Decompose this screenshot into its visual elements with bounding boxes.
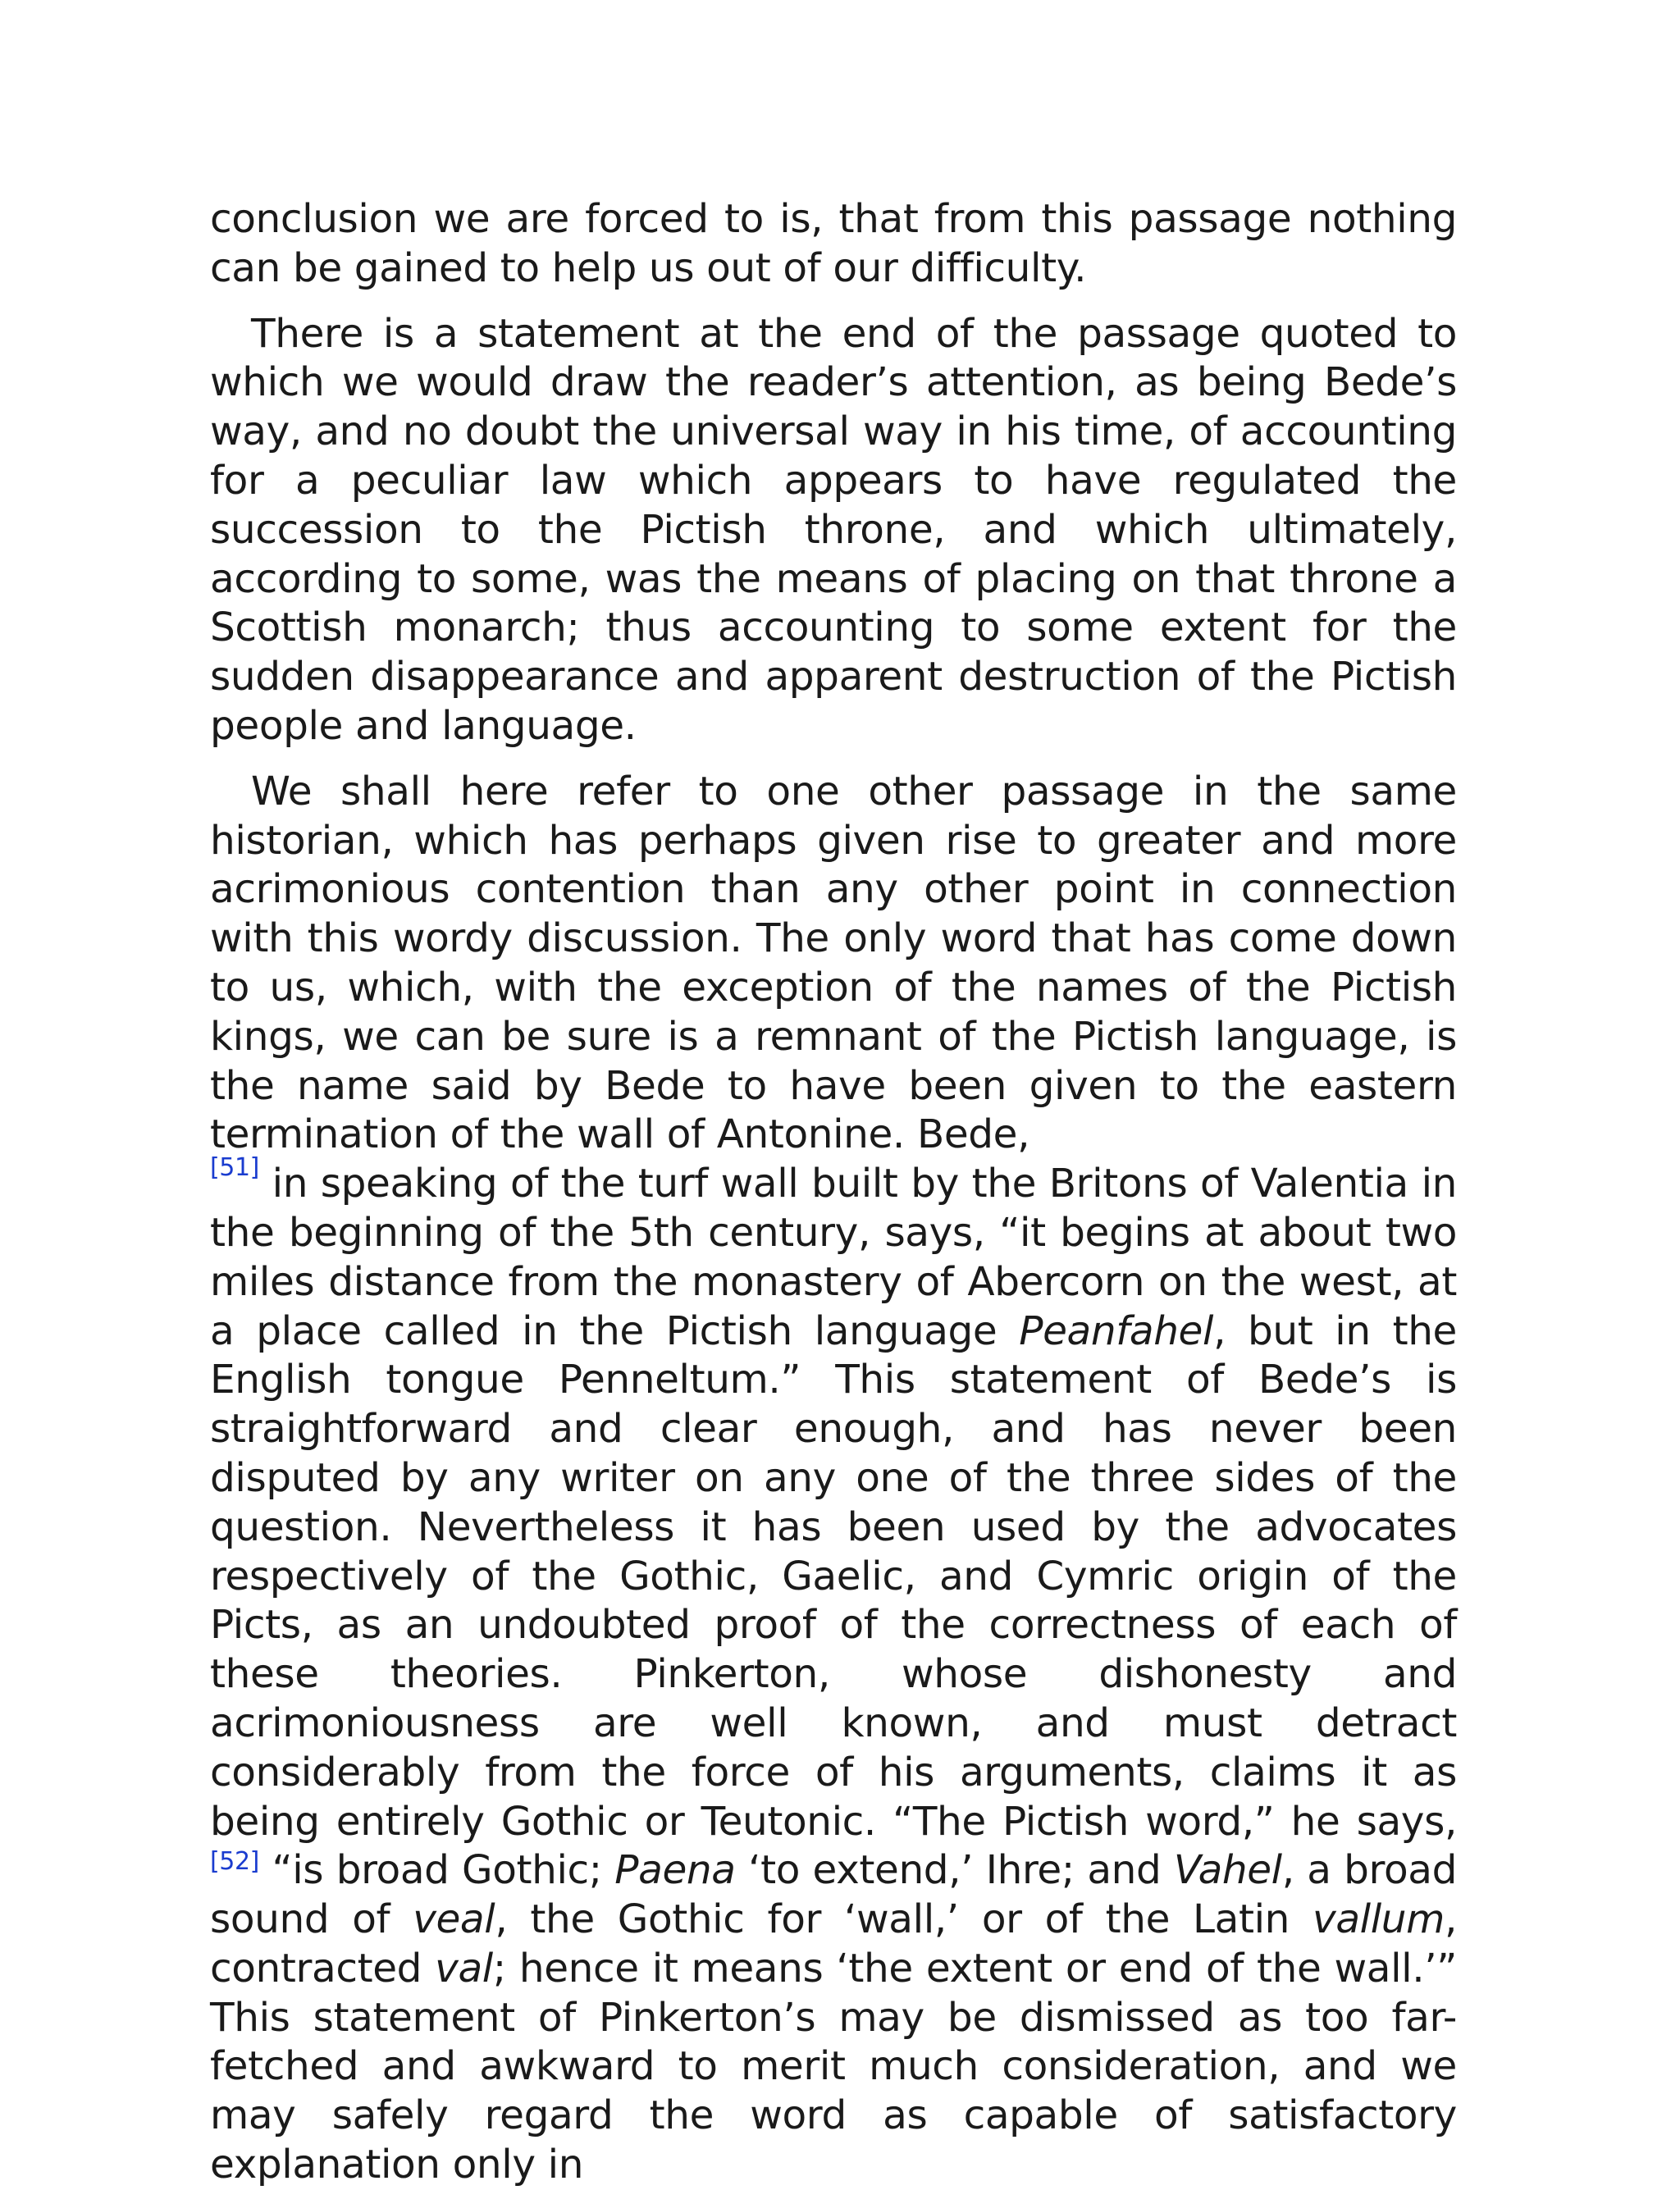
italic-veal: veal <box>413 1896 495 1943</box>
italic-vahel: Vahel <box>1173 1847 1282 1894</box>
italic-vallum: vallum <box>1312 1896 1445 1943</box>
paragraph-3-text-3: , but in the English tongue Penneltum.” This statement of Bede’s is straightforward and clear enough, and has never been disputed by any writer on any one of the three sides of the question. Nevertheless it has been used by the advocates respectively of the Gothic, Gaelic, and Cymric origin of the Picts, as an undoubted proof of the correctness of each of these theories. Pinkerton, whose dishonesty and acrimoniousness are well known, and must detract considerably from the force of his arguments, claims it as being entirely Gothic or Teutonic. “The Pictish word,” he says, <box>210 1307 1457 1845</box>
paragraph-3-text-4: “is broad Gothic; <box>258 1847 615 1894</box>
paragraph-3-text-1: We shall here refer to one other passage in the same historian, which has perhaps given rise to greater and more acrimonious contention than any other point in connection with this wordy discussion. The only word that has come down to us, which, with the exception of the names of the Pictish kings, we can be sure is a remnant of the Pictish language, is the name said by Bede to have been given to the eastern termination of the wall of Antonine. Bede, <box>210 768 1457 1158</box>
italic-peanfahel: Peanfahel <box>1019 1307 1214 1354</box>
paragraph-2-text: There is a statement at the end of the passage quoted to which we would draw the reader’s attention, as being Bede’s way, and no doubt the universal way in his time, of accounting for a peculiar law which appears to have regulated the succession to the Pictish throne, and which ultimately, according to some, was the means of placing on that throne a Scottish monarch; thus accounting to some extent for the sudden disappearance and apparent destruction of the Pictish people and language. <box>210 310 1457 749</box>
paragraph-3-text-6: , a broad sound of <box>210 1847 1457 1943</box>
paragraph-3-text-5: ‘to extend,’ Ihre; and <box>735 1847 1174 1894</box>
italic-paena: Paena <box>614 1847 736 1894</box>
footnote-link-51[interactable]: [51] <box>210 1153 259 1183</box>
paragraph-3-text-9: ; hence it means ‘the extent or end of the wall.’” This statement of Pinkerton’s may be dismissed as too far-fetched and awkward to merit much consideration, and we may safely regard the word as capable of satisfactory explanation only in <box>210 1945 1457 2188</box>
footnote-link-52[interactable]: [52] <box>210 1847 259 1877</box>
paragraph-3-text-2: in speaking of the turf wall built by the Britons of Valentia in the beginning of the 5th century, says, “it begins at about two miles distance from the monastery of Abercorn on the west, at a place called in the Pictish language <box>210 1161 1457 1354</box>
paragraph-3 <box>210 768 1457 2190</box>
paragraph-1-text: conclusion we are forced to is, that from this passage nothing can be gained to help us out of our difficulty. <box>210 196 1457 291</box>
paragraph-3-text-8: , contracted <box>210 1896 1458 1992</box>
italic-val: val <box>435 1945 493 1992</box>
document-page <box>210 195 1457 2190</box>
paragraph-2 <box>210 310 1457 751</box>
paragraph-1 <box>210 195 1457 294</box>
paragraph-3-text-7: , the Gothic for ‘wall,’ or of the Latin <box>495 1896 1313 1943</box>
